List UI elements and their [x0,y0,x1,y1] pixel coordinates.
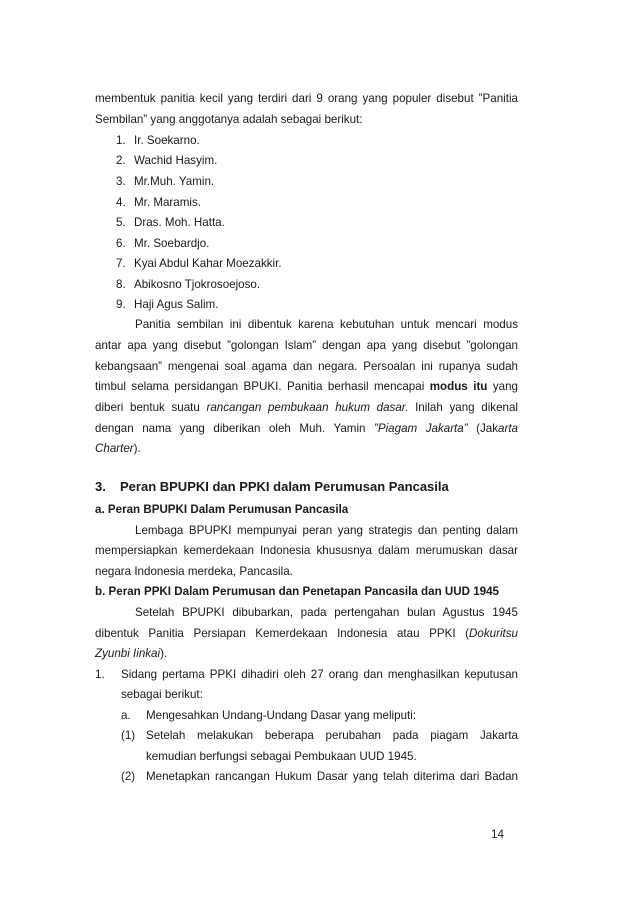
subitem-1-line-2: kemudian berfungsi sebagai Pembukaan UUD 1945. [146,750,417,763]
item1-line-1: Sidang pertama PPKI dihadiri oleh 27 orang dan menghasilkan keputusan [121,668,518,681]
text-span: ). [133,442,141,455]
para1-line-6 [95,422,518,436]
list-number: 7. [116,257,126,270]
list-item [116,216,126,230]
italic-term: arta [498,422,519,435]
subitem-letter: a. [121,709,131,722]
list-item [116,237,126,251]
section-number: 3. [95,479,106,494]
list-item-text: Wachid Hasyim. [134,154,218,167]
para1-line-7 [95,442,518,456]
list-item [116,175,126,189]
list-item [116,154,126,168]
italic-term: ”Piagam Jakarta” [374,422,468,435]
text-span: dengan nama yang diberikan oleh Muh. Yamin [95,422,375,435]
italic-term: Zyunbi Iinkai [95,647,161,660]
subitem-1-line-1: Setelah melakukan beberapa perubahan pada piagam Jakarta [146,729,518,742]
item-number: 1. [95,668,105,681]
list-item [116,278,126,292]
text-span: timbul selama persidangan BPUKI. Panitia berhasil mencapai [95,380,430,393]
list-item-text: Kyai Abdul Kahar Moezakkir. [134,257,282,270]
list-item [116,196,126,210]
para1-line-2: antar apa yang disebut ”golongan Islam” dengan apa yang disebut ”golongan [95,339,518,352]
subitem-number: (2) [121,770,136,783]
page-number: 14 [491,828,504,841]
para1-line-4 [95,380,518,394]
section-title: Peran BPUPKI dan PPKI dalam Perumusan Pancasila [120,479,449,494]
list-item-text: Mr. Soebardjo. [134,237,210,250]
para1-line-1: Panitia sembilan ini dibentuk karena kebutuhan untuk mencari modus [135,318,518,331]
list-number: 6. [116,237,126,250]
italic-term: rancangan pembukaan hukum dasar. [206,401,409,414]
item1-line-2: sebagai berikut: [121,688,203,701]
list-item-text: Mr. Maramis. [134,196,201,209]
subitem-2-line-1: Menetapkan rancangan Hukum Dasar yang telah diterima dari Badan [146,770,518,783]
list-item-text: Mr.Muh. Yamin. [134,175,215,188]
bold-term: modus itu [429,380,488,393]
list-item-text: Dras. Moh. Hatta. [134,216,225,229]
text-span: Inilah yang dikenal [408,401,518,414]
intro-line-1: membentuk panitia kecil yang terdiri dari 9 orang yang populer disebut ”Panitia [95,92,518,105]
subheading-b: b. Peran PPKI Dalam Perumusan dan Penetapan Pancasila dan UUD 1945 [95,585,499,598]
list-number: 5. [116,216,126,229]
text-span: dibentuk Panitia Persiapan Kemerdekaan Indonesia atau PPKI ( [95,627,470,640]
subheading-a: a. Peran BPUPKI Dalam Perumusan Pancasila [95,503,349,516]
sub-a-line-2: mempersiapkan kemerdekaan Indonesia khususnya dalam merumuskan dasar [95,544,518,557]
sub-b-line-1: Setelah BPUPKI dibubarkan, pada pertengahan bulan Agustus 1945 [135,606,518,619]
list-item-text: Haji Agus Salim. [134,298,219,311]
list-item [116,257,126,271]
list-number: 8. [116,278,126,291]
italic-term: Dokuritsu [469,627,518,640]
list-number: 4. [116,196,126,209]
subitem-number: (1) [121,729,136,742]
list-number: 2. [116,154,126,167]
italic-term: Charter [95,442,134,455]
subitem-a-text: Mengesahkan Undang-Undang Dasar yang meliputi: [146,709,417,722]
sub-b-line-2 [95,627,518,641]
sub-a-line-1: Lembaga BPUPKI mempunyai peran yang strategis dan penting dalam [135,524,518,537]
list-number: 3. [116,175,126,188]
list-number: 9. [116,298,126,311]
list-item [116,134,126,148]
list-number: 1. [116,134,126,147]
text-span: ). [160,647,168,660]
list-item-text: Abikosno Tjokrosoejoso. [134,278,261,291]
list-item [116,298,126,312]
text-span: yang [487,380,519,393]
para1-line-3: kebangsaan” mengenai soal agama dan negara. Persoalan ini rupanya sudah [95,360,518,373]
sub-a-line-3: negara Indonesia merdeka, Pancasila. [95,565,293,578]
intro-line-2: Sembilan” yang anggotanya adalah sebagai berikut: [95,113,363,126]
text-span: diberi bentuk suatu [95,401,207,414]
para1-line-5 [95,401,518,415]
list-item-text: Ir. Soekarno. [134,134,200,147]
sub-b-line-3 [95,647,518,661]
text-span: (Jak [467,422,499,435]
